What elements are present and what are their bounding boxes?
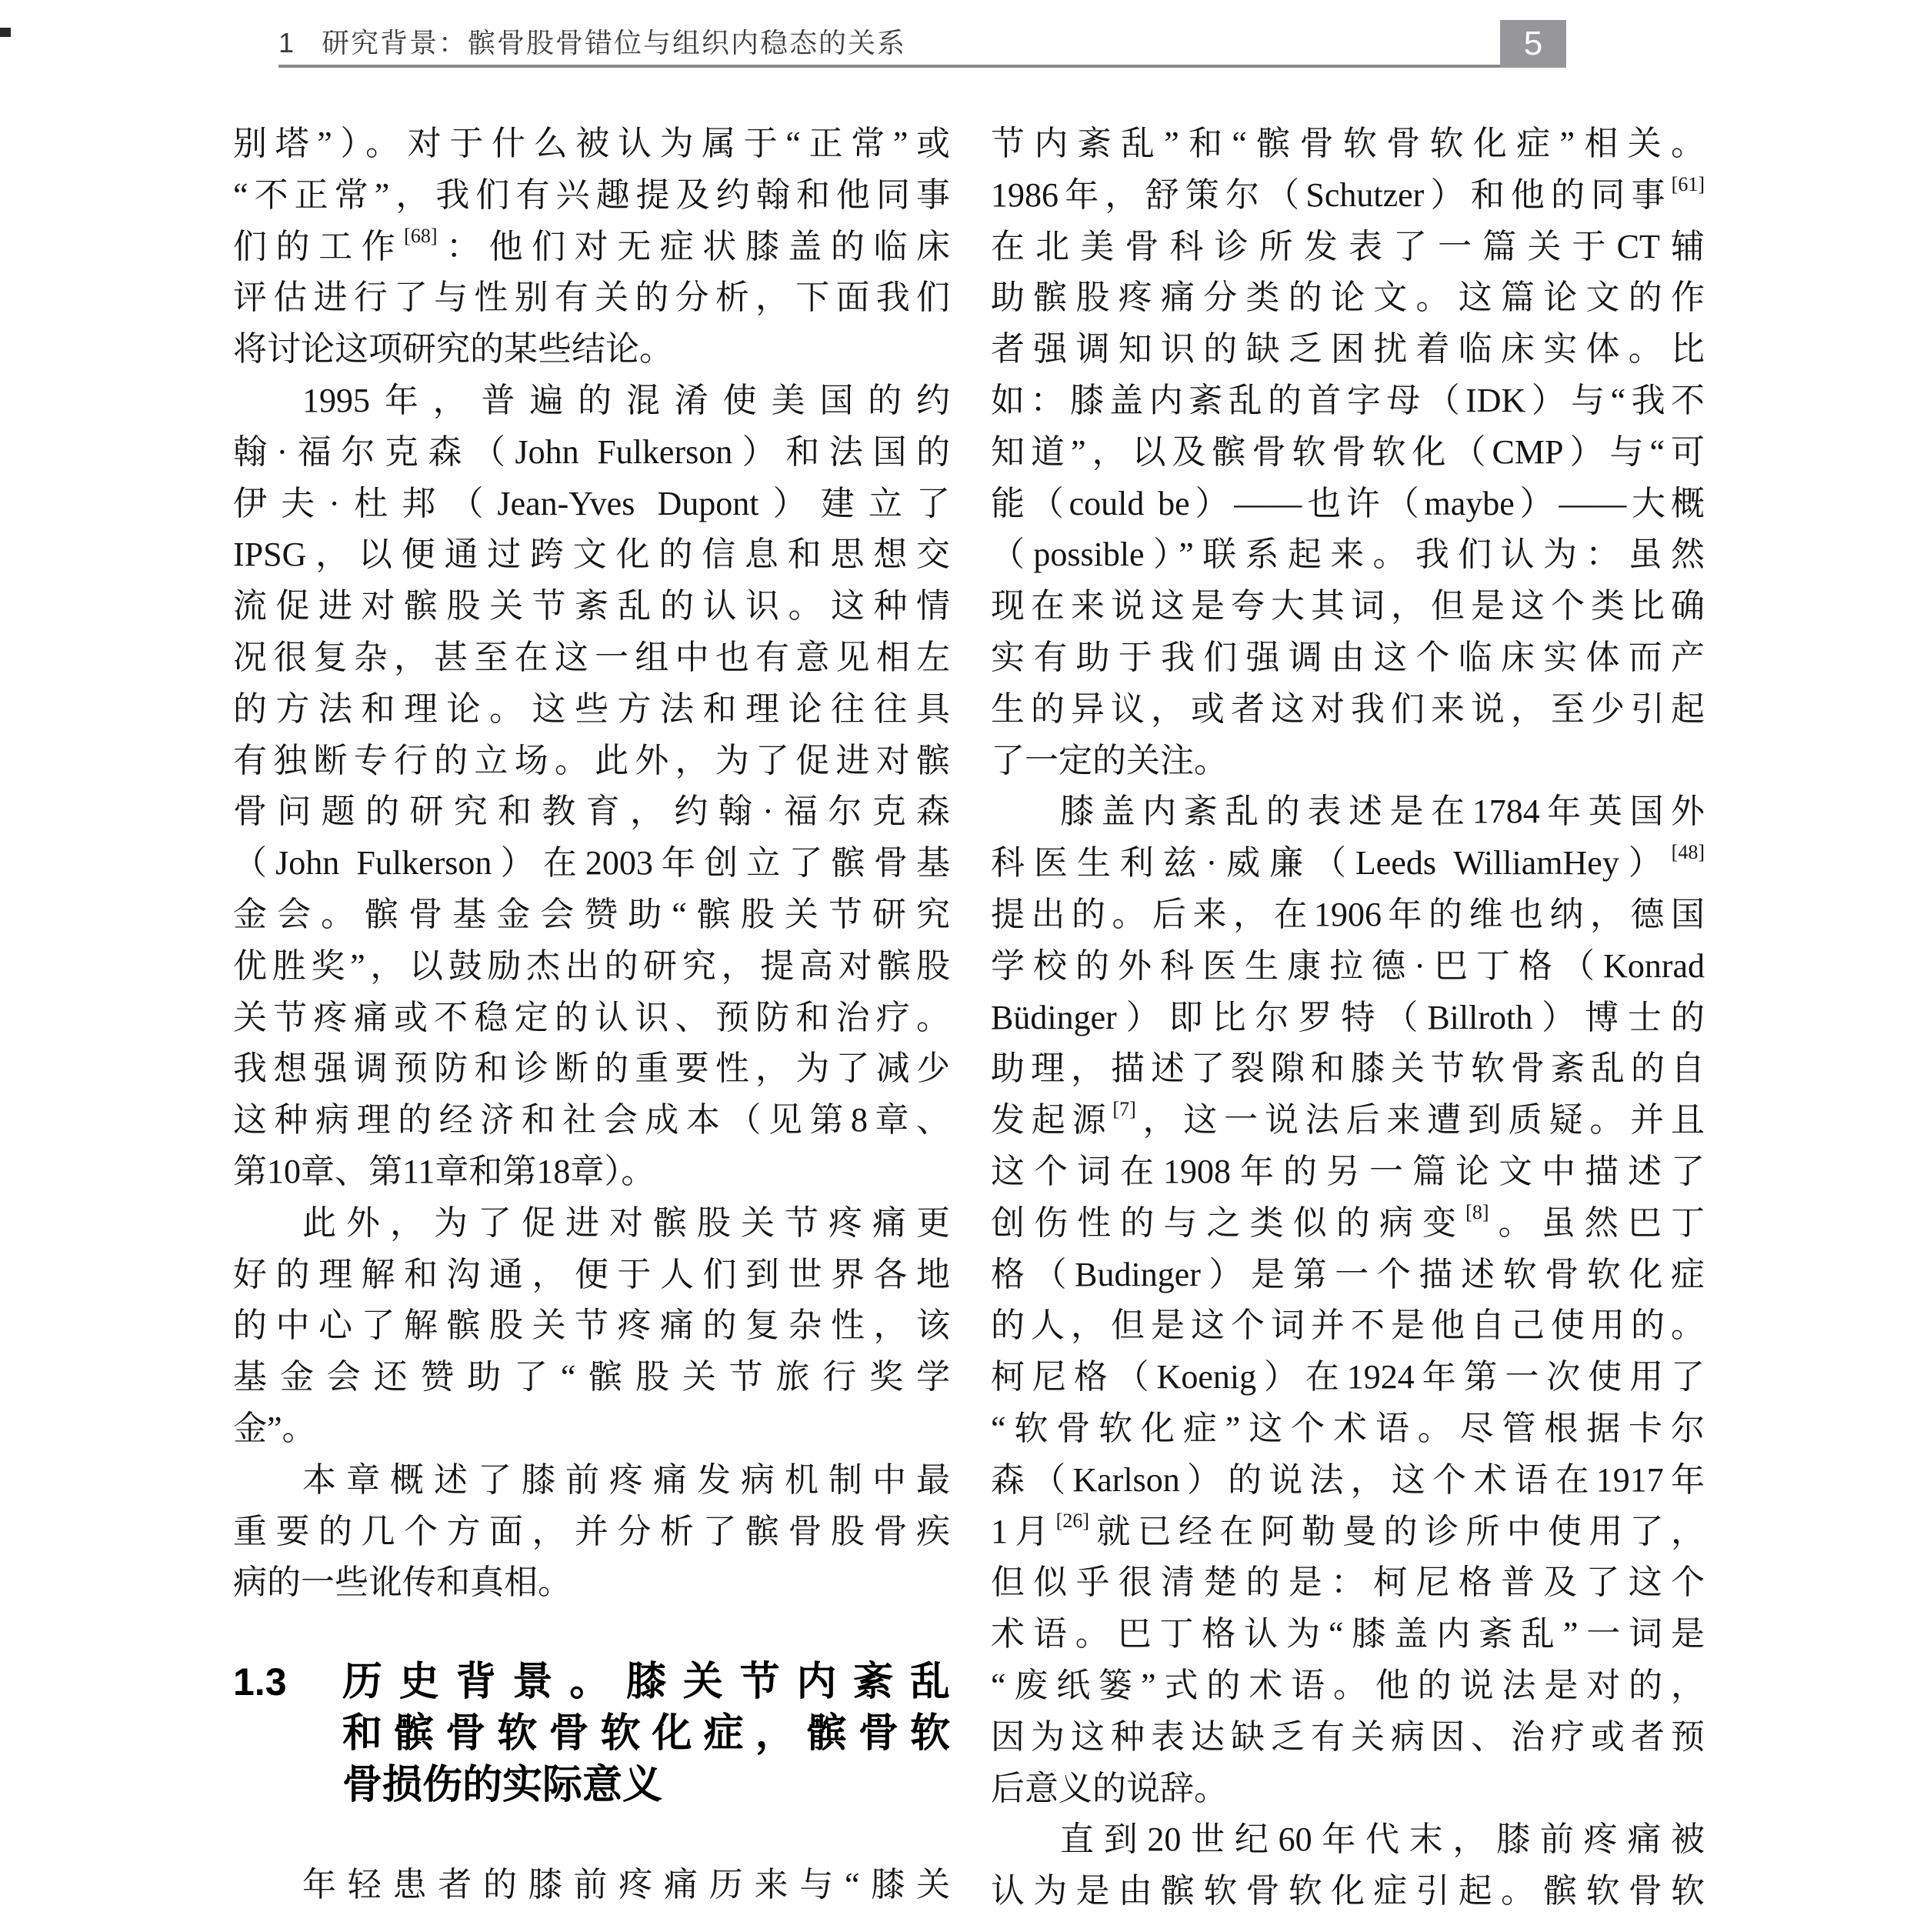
citation-marker: [26] bbox=[1055, 1509, 1089, 1532]
body-text-line: 年轻患者的膝前疼痛历来与“膝关 bbox=[302, 1866, 950, 1904]
body-text-line: 翰·福尔克森（John Fulkerson）和法国的 bbox=[233, 432, 950, 471]
citation-marker: [68] bbox=[404, 224, 438, 247]
body-text-line: 有独断专行的立场。此外，为了促进对髌 bbox=[233, 741, 950, 779]
citation-marker: [61] bbox=[1671, 172, 1705, 195]
header-chapter-title: 研究背景：髌骨股骨错位与组织内稳态的关系 bbox=[322, 27, 907, 58]
body-text-line: 况很复杂，甚至在这一组中也有意见相左 bbox=[233, 638, 950, 676]
body-text-line: 科医生利兹·威廉（Leeds WilliamHey）[48] bbox=[991, 841, 1705, 883]
body-text-line: 但似乎很清楚的是：柯尼格普及了这个 bbox=[991, 1563, 1705, 1602]
body-text-line: 直到20世纪60年代末，膝前疼痛被 bbox=[1060, 1820, 1705, 1859]
left-column-top-block bbox=[233, 118, 950, 1609]
body-text-line: 伊夫·杜邦（Jean-Yves Dupont）建立了 bbox=[233, 484, 950, 522]
left-column bbox=[233, 118, 950, 1911]
body-text-line: 的方法和理论。这些方法和理论往往具 bbox=[233, 689, 950, 728]
body-text-line: （John Fulkerson）在2003年创立了髌骨基 bbox=[233, 844, 950, 883]
section-heading-1-3 bbox=[233, 1657, 950, 1811]
citation-marker: [8] bbox=[1465, 1200, 1489, 1223]
body-text-line: 别塔”）。对于什么被认为属于“正常”或 bbox=[233, 125, 950, 162]
body-text-line: 好的理解和沟通，便于人们到世界各地 bbox=[233, 1255, 950, 1293]
section-heading-line: 和髌骨软骨软化症，髌骨软 bbox=[342, 1711, 950, 1757]
body-text-line: 这种病理的经济和社会成本（见第8章、 bbox=[233, 1101, 950, 1140]
body-text-line: 节内紊乱”和“髌骨软骨软化症”相关。 bbox=[991, 125, 1705, 162]
body-text-line: Büdinger）即比尔罗特（Billroth）博士的 bbox=[991, 998, 1705, 1036]
body-text-line: 病的一些讹传和真相。 bbox=[233, 1563, 572, 1602]
body-text-line: 知道”，以及髌骨软骨软化（CMP）与“可 bbox=[991, 432, 1705, 471]
body-text-line: 优胜奖”，以鼓励杰出的研究，提高对髌股 bbox=[233, 946, 950, 985]
right-column bbox=[991, 118, 1705, 1917]
body-text-line: 这个词在1908年的另一篇论文中描述了 bbox=[991, 1152, 1705, 1190]
body-text-line: 本章概述了膝前疼痛发病机制中最 bbox=[302, 1460, 950, 1499]
body-text-line: 创伤性的与之类似的病变[8]。虽然巴丁 bbox=[991, 1200, 1705, 1242]
body-text-line: 后意义的说辞。 bbox=[991, 1769, 1228, 1807]
section-heading-line: 历史背景。膝关节内紊乱 bbox=[342, 1660, 950, 1705]
body-text-line: 格（Budinger）是第一个描述软骨软化症 bbox=[991, 1255, 1705, 1293]
body-text-line: 发起源[7]，这一说法后来遭到质疑。并且 bbox=[991, 1098, 1705, 1140]
running-header bbox=[278, 22, 906, 61]
body-text-line: 的中心了解髌股关节疼痛的复杂性，该 bbox=[233, 1306, 950, 1345]
body-text-line: 柯尼格（Koenig）在1924年第一次使用了 bbox=[991, 1358, 1705, 1396]
body-text-line: 流促进对髌股关节紊乱的认识。这种情 bbox=[233, 587, 950, 626]
body-text-line: 第10章、第11章和第18章）。 bbox=[233, 1152, 655, 1190]
body-text-line: 关节疼痛或不稳定的认识、预防和治疗。 bbox=[233, 998, 950, 1036]
body-text-line: 1995年，普遍的混淆使美国的约 bbox=[302, 381, 950, 419]
page-number: 5 bbox=[1523, 25, 1543, 62]
body-text-line: 实有助于我们强调由这个临床实体而产 bbox=[991, 638, 1705, 676]
section-heading-line: 骨损伤的实际意义 bbox=[342, 1763, 663, 1808]
body-text-line: 金会。髌骨基金会赞助“髌股关节研究 bbox=[233, 895, 950, 933]
body-text-line: IPSG，以便通过跨文化的信息和思想交 bbox=[233, 536, 950, 574]
body-text-line: 将讨论这项研究的某些结论。 bbox=[233, 330, 673, 369]
body-text-line: 提出的。后来，在1906年的维也纳，德国 bbox=[991, 895, 1705, 933]
section-heading-number: 1.3 bbox=[233, 1660, 287, 1704]
body-text-line: 骨问题的研究和教育，约翰·福尔克森 bbox=[233, 792, 950, 831]
body-text-line: 1986年，舒策尔（Schutzer）和他的同事[61] bbox=[991, 172, 1705, 214]
scan-edge-artifact bbox=[0, 28, 11, 37]
body-text-line: 术语。巴丁格认为“膝盖内紊乱”一词是 bbox=[991, 1615, 1705, 1653]
body-text-line: 了一定的关注。 bbox=[991, 741, 1228, 779]
body-text-line: 现在来说这是夸大其词，但是这个类比确 bbox=[991, 587, 1705, 626]
body-text-line: “废纸篓”式的术语。他的说法是对的， bbox=[991, 1666, 1705, 1704]
body-text-line: 评估进行了与性别有关的分析，下面我们 bbox=[233, 279, 950, 317]
citation-marker: [48] bbox=[1671, 841, 1705, 864]
body-text-line: 助髌股疼痛分类的论文。这篇论文的作 bbox=[991, 279, 1705, 317]
section-heading-text bbox=[342, 1657, 950, 1811]
citation-marker: [7] bbox=[1112, 1098, 1136, 1121]
body-text-line: “不正常”，我们有兴趣提及约翰和他同事 bbox=[233, 175, 950, 214]
body-text-line: 者强调知识的缺乏困扰着临床实体。比 bbox=[991, 330, 1705, 369]
body-text-line: 生的异议，或者这对我们来说，至少引起 bbox=[991, 689, 1705, 728]
header-rule bbox=[278, 65, 1500, 68]
body-text-line: 我想强调预防和诊断的重要性，为了减少 bbox=[233, 1049, 950, 1088]
body-text-line: 的人，但是这个词并不是他自己使用的。 bbox=[991, 1306, 1705, 1345]
body-text-line: 们的工作[68]：他们对无症状膝盖的临床 bbox=[233, 224, 951, 265]
body-text-line: 膝盖内紊乱的表述是在1784年英国外 bbox=[1060, 792, 1705, 831]
body-text-line: 因为这种表达缺乏有关病因、治疗或者预 bbox=[991, 1717, 1705, 1756]
body-text-line: 基金会还赞助了“髌股关节旅行奖学 bbox=[233, 1358, 950, 1396]
body-text-line: 重要的几个方面，并分析了髌骨股骨疾 bbox=[233, 1512, 950, 1550]
body-text-line: （possible）”联系起来。我们认为：虽然 bbox=[991, 536, 1705, 574]
header-chapter-number: 1 bbox=[278, 27, 296, 58]
body-text-line: 如：膝盖内紊乱的首字母（IDK）与“我不 bbox=[991, 381, 1705, 419]
body-text-line: 能（could be）——也许（maybe）——大概 bbox=[991, 484, 1705, 522]
body-text-line: 此外，为了促进对髌股关节疼痛更 bbox=[302, 1203, 950, 1242]
body-text-line: 在北美骨科诊所发表了一篇关于CT辅 bbox=[991, 227, 1705, 265]
body-text-line: 认为是由髌软骨软化症引起。髌软骨软 bbox=[991, 1872, 1705, 1910]
body-text-line: 学校的外科医生康拉德·巴丁格（Konrad bbox=[991, 946, 1705, 985]
page-number-badge bbox=[1500, 20, 1566, 68]
body-text-line: 助理，描述了裂隙和膝关节软骨紊乱的自 bbox=[991, 1049, 1705, 1088]
body-text-line: 森（Karlson）的说法，这个术语在1917年 bbox=[991, 1460, 1705, 1499]
body-text-line: “软骨软化症”这个术语。尽管根据卡尔 bbox=[991, 1409, 1705, 1447]
left-column-bottom-block bbox=[233, 1860, 950, 1911]
body-text-line: 1月[26]就已经在阿勒曼的诊所中使用了， bbox=[991, 1509, 1705, 1550]
body-text-line: 金”。 bbox=[233, 1409, 316, 1447]
